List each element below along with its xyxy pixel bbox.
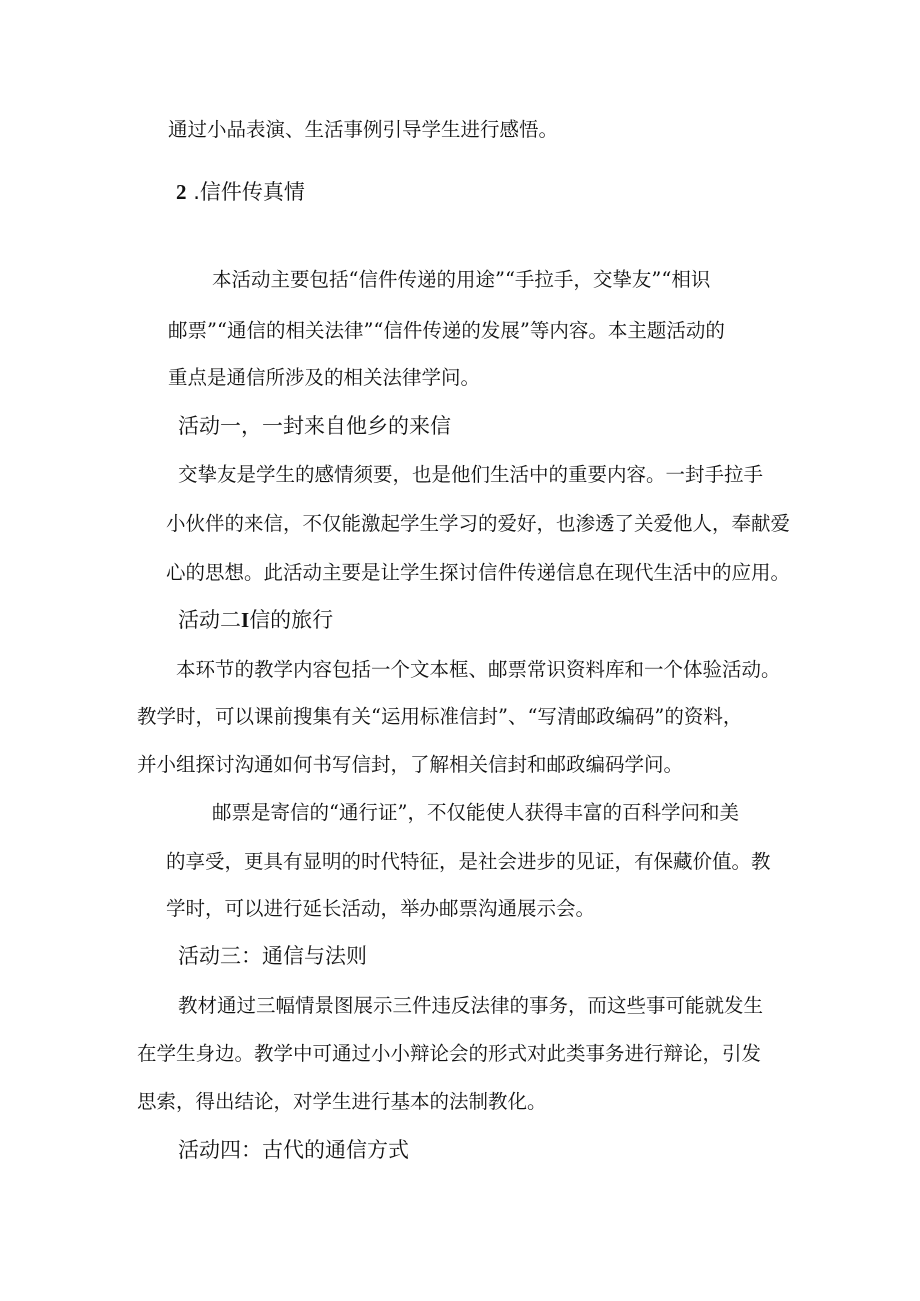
paragraph-line: 本活动主要包括“信件传递的用途”“手拉手，交挚友”“相识 bbox=[212, 268, 711, 291]
paragraph-line: 本环节的教学内容包括一个文本框、邮票常识资料库和一个体验活动。 bbox=[176, 658, 781, 681]
section-title: .信件传真情 bbox=[193, 180, 305, 204]
activity-heading: 活动四：古代的通信方式 bbox=[178, 1138, 409, 1162]
paragraph-line: 并小组探讨沟通如何书写信封，了解相关信封和邮政编码学问。 bbox=[137, 753, 684, 776]
paragraph-line: 通过小品表演、生活事例引导学生进行感悟。 bbox=[168, 118, 559, 141]
activity-heading: 活动三：通信与法则 bbox=[178, 944, 367, 968]
paragraph-line: 教学时，可以课前搜集有关“运用标准信封”、“写清邮政编码”的资料， bbox=[137, 705, 743, 728]
paragraph-line: 邮票”“通信的相关法律”“信件传递的发展”等内容。本主题活动的 bbox=[168, 319, 725, 342]
paragraph-line: 思索，得出结论，对学生进行基本的法制教化。 bbox=[137, 1090, 547, 1113]
activity-heading-separator: I bbox=[241, 608, 250, 632]
activity-heading-title: 信的旅行 bbox=[249, 608, 334, 632]
paragraph-line: 重点是通信所涉及的相关法律学问。 bbox=[168, 366, 481, 389]
paragraph-line: 学时，可以进行延长活动，举办邮票沟通展示会。 bbox=[166, 897, 596, 920]
paragraph-line: 教材通过三幅情景图展示三件违反法律的事务，而这些事可能就发生 bbox=[178, 994, 764, 1017]
paragraph-line: 的享受，更具有显明的时代特征，是社会进步的见证，有保藏价值。教 bbox=[166, 850, 771, 873]
activity-heading-prefix: 活动二 bbox=[178, 608, 241, 632]
paragraph-line: 交挚友是学生的感情须要，也是他们生活中的重要内容。一封手拉手 bbox=[178, 463, 764, 486]
paragraph-line: 心的思想。此活动主要是让学生探讨信件传递信息在现代生活中的应用。 bbox=[166, 561, 791, 584]
section-heading bbox=[176, 178, 305, 206]
activity-heading: 活动一，一封来自他乡的来信 bbox=[178, 414, 451, 438]
activity-heading bbox=[178, 606, 333, 634]
section-number: 2 bbox=[176, 180, 187, 204]
paragraph-line: 邮票是寄信的“通行证”，不仅能使人获得丰富的百科学问和美 bbox=[212, 801, 739, 824]
paragraph-line: 小伙伴的来信，不仅能激起学生学习的爱好，也渗透了关爱他人，奉献爱 bbox=[166, 512, 791, 535]
paragraph-line: 在学生身边。教学中可通过小小辩论会的形式对此类事务进行辩论，引发 bbox=[137, 1042, 762, 1065]
